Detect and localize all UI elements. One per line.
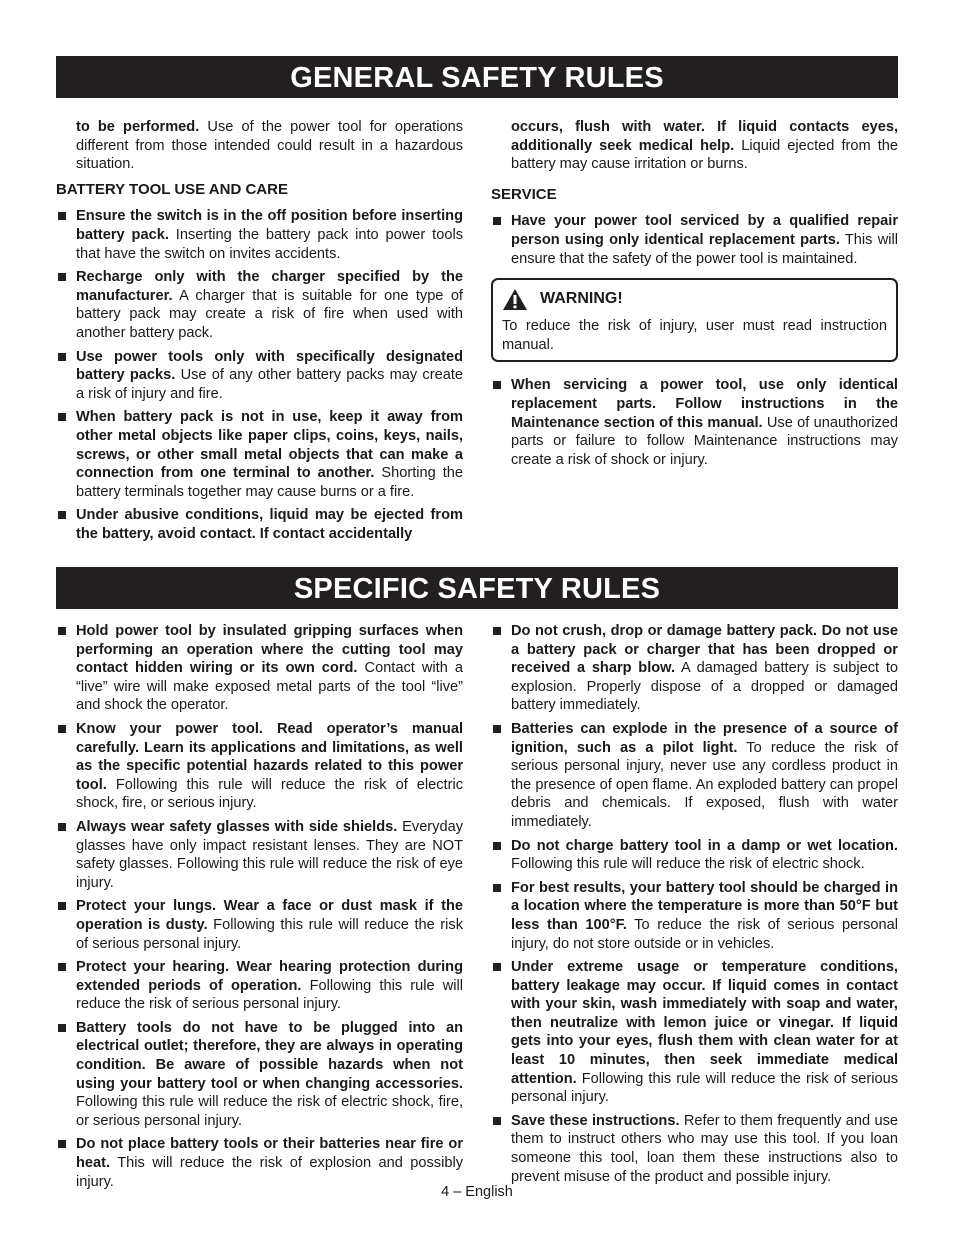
list-item [56, 622, 463, 715]
battery-heading: BATTERY TOOL USE AND CARE [56, 180, 288, 198]
item-text: Following this rule will reduce the risk of electric shock, fire, or serious injury. [76, 776, 463, 812]
item-text: Following this rule will reduce the risk of electric shock. [511, 856, 865, 873]
item-text: Shorting the battery terminals together may cause burns or a fire. [76, 465, 463, 500]
warning-triangle-icon [502, 288, 528, 311]
list-item [491, 958, 898, 1107]
list-item [491, 879, 898, 953]
general-safety-rules-banner [56, 56, 898, 98]
service-heading: SERVICE [491, 185, 557, 203]
item-bold: Protect your hearing. Wear hearing protection during extended periods of operation. [76, 959, 463, 994]
item-bold: Recharge only with the charger specified by the manufacturer. [76, 269, 463, 304]
list-item [56, 818, 463, 892]
list-item [491, 1112, 898, 1186]
specific-rules-list-right [491, 622, 898, 1186]
continued-paragraph [56, 118, 463, 174]
list-item [491, 212, 898, 268]
continued-paragraph [491, 118, 898, 174]
item-bold: Save these instructions. [511, 1112, 680, 1129]
warning-box [491, 278, 898, 362]
item-bold: Protect your lungs. Wear a face or dust mask if the operation is dusty. [76, 898, 463, 933]
item-text: Refer to them frequently and use them to instruct others who may use this tool. If you loan someone this tool, loan them these instructions also to prevent misuse of the product and possible injury. [511, 1112, 898, 1185]
item-bold: Under abusive conditions, liquid may be ejected from the battery, avoid contact. If contact accidentally [76, 507, 463, 542]
item-text: Following this rule will reduce the risk of serious personal injury. [76, 916, 463, 952]
item-text: Following this rule will reduce the risk of electric shock, fire, or serious personal injury. [76, 1094, 463, 1129]
item-bold: For best results, your battery tool should be charged in a location where the temperature is more than 50°F but less than 100°F. [511, 879, 898, 933]
item-bold: Know your power tool. Read operator’s manual carefully. Learn its applications and limitations, as well as the specific potential hazards related to this power tool. [76, 720, 463, 793]
item-text: Everyday glasses have only impact resistant lenses. They are NOT safety glasses. Following this rule will reduce the risk of eye injury. [76, 818, 463, 891]
list-item [56, 720, 463, 813]
list-item [56, 506, 463, 543]
section-title: SPECIFIC SAFETY RULES [293, 573, 661, 605]
warning-text: To reduce the risk of injury, user must read instruction manual. [502, 318, 887, 353]
list-item [491, 837, 898, 874]
item-text: To reduce the risk of serious personal injury, never use any cordless product in the presence of open flame. An exploded battery can propel debris and chemicals. If exposed, flush with water immediately. [511, 739, 898, 830]
item-text: Use of any other battery packs may create a risk of injury and fire. [76, 367, 463, 402]
item-text: This will ensure that the safety of the power tool is maintained. [511, 231, 898, 267]
item-bold: Batteries can explode in the presence of a source of ignition, such as a pilot light. [511, 720, 898, 756]
item-text: Following this rule will reduce the risk of serious personal injury. [76, 977, 463, 1013]
general-left-column [56, 118, 463, 548]
list-item [56, 408, 463, 501]
service-list [491, 212, 898, 268]
item-bold: When battery pack is not in use, keep it away from other metal objects like paper clips, coins, keys, nails, screws, or other small metal objects that can make a connection from one terminal to another. [76, 409, 463, 482]
item-text: Inserting the battery pack into power tools that have the switch on invites accidents. [76, 226, 463, 262]
item-bold: When servicing a power tool, use only identical replacement parts. Follow instructions in the Maintenance section of this manual. [511, 377, 898, 431]
item-bold: Battery tools do not have to be plugged into an electrical outlet; therefore, they are always in operating condition. Be aware of possible hazards when not using your battery tool or when changing accessories. [76, 1019, 463, 1092]
item-text: A damaged battery is subject to explosion. Properly dispose of a dropped or damaged battery immediately. [511, 660, 899, 714]
item-bold: Ensure the switch is in the off position before inserting battery pack. [76, 208, 463, 243]
item-bold: Use power tools only with specifically designated battery packs. [76, 348, 463, 384]
item-bold: Do not place battery tools or their batteries near fire or heat. [76, 1136, 463, 1172]
general-right-column [491, 118, 898, 474]
specific-safety-rules-banner [56, 567, 898, 609]
specific-right-column [491, 622, 898, 1191]
list-item [491, 622, 898, 715]
item-bold: Always wear safety glasses with side shields. [76, 818, 398, 835]
item-bold: Do not crush, drop or damage battery pack. Do not use a battery pack or charger that has been dropped or received a sharp blow. [511, 623, 898, 677]
item-bold: Under extreme usage or temperature conditions, battery leakage may occur. If liquid comes in contact with your skin, wash immediately with soap and water, then neutralize with lemon juice or vinegar. If liquid gets into your eyes, flush them with clean water for at least 10 minutes, then seek immediate medical attention. [511, 959, 898, 1087]
warning-header [502, 288, 887, 311]
item-text: To reduce the risk of serious personal injury, do not store outside or in vehicles. [511, 916, 898, 952]
list-item [491, 720, 898, 832]
continued-text: Liquid ejected from the battery may cause irritation or burns. [511, 137, 899, 173]
list-item [56, 897, 463, 953]
item-text: Use of unauthorized parts or failure to follow Maintenance instructions may create a risk of shock or injury. [511, 414, 898, 468]
item-text: This will reduce the risk of explosion and possibly injury. [76, 1155, 463, 1190]
item-text: Contact with a “live” wire will make exposed metal parts of the tool “live” and shock the operator. [76, 660, 463, 714]
specific-left-column [56, 622, 463, 1196]
continued-text: Use of the power tool for operations different from those intended could result in a hazardous situation. [76, 119, 463, 173]
section-title: GENERAL SAFETY RULES [290, 62, 664, 94]
list-item [56, 1019, 463, 1131]
list-item [56, 1135, 463, 1191]
item-text: Following this rule will reduce the risk of serious personal injury. [511, 1070, 898, 1106]
warning-title: WARNING! [540, 290, 623, 308]
list-item [56, 207, 463, 263]
service-list-2 [491, 376, 898, 469]
list-item [56, 348, 463, 404]
page-footer: 4 – English [441, 1184, 513, 1200]
item-bold: Hold power tool by insulated gripping surfaces when performing an operation where the cutting tool may contact hidden wiring or its own cord. [76, 623, 463, 677]
item-bold: Do not charge battery tool in a damp or wet location. [511, 837, 898, 854]
continued-bold: occurs, flush with water. If liquid contacts eyes, additionally seek medical help. [511, 119, 898, 154]
list-item [491, 376, 898, 469]
battery-rules-list [56, 207, 463, 543]
item-bold: Have your power tool serviced by a qualified repair person using only identical replacement parts. [511, 213, 898, 248]
list-item [56, 958, 463, 1014]
item-text: A charger that is suitable for one type of battery pack may create a risk of fire when used with another battery pack. [76, 287, 463, 341]
list-item [56, 268, 463, 342]
continued-bold: to be performed. [76, 119, 200, 135]
specific-rules-list-left [56, 622, 463, 1191]
